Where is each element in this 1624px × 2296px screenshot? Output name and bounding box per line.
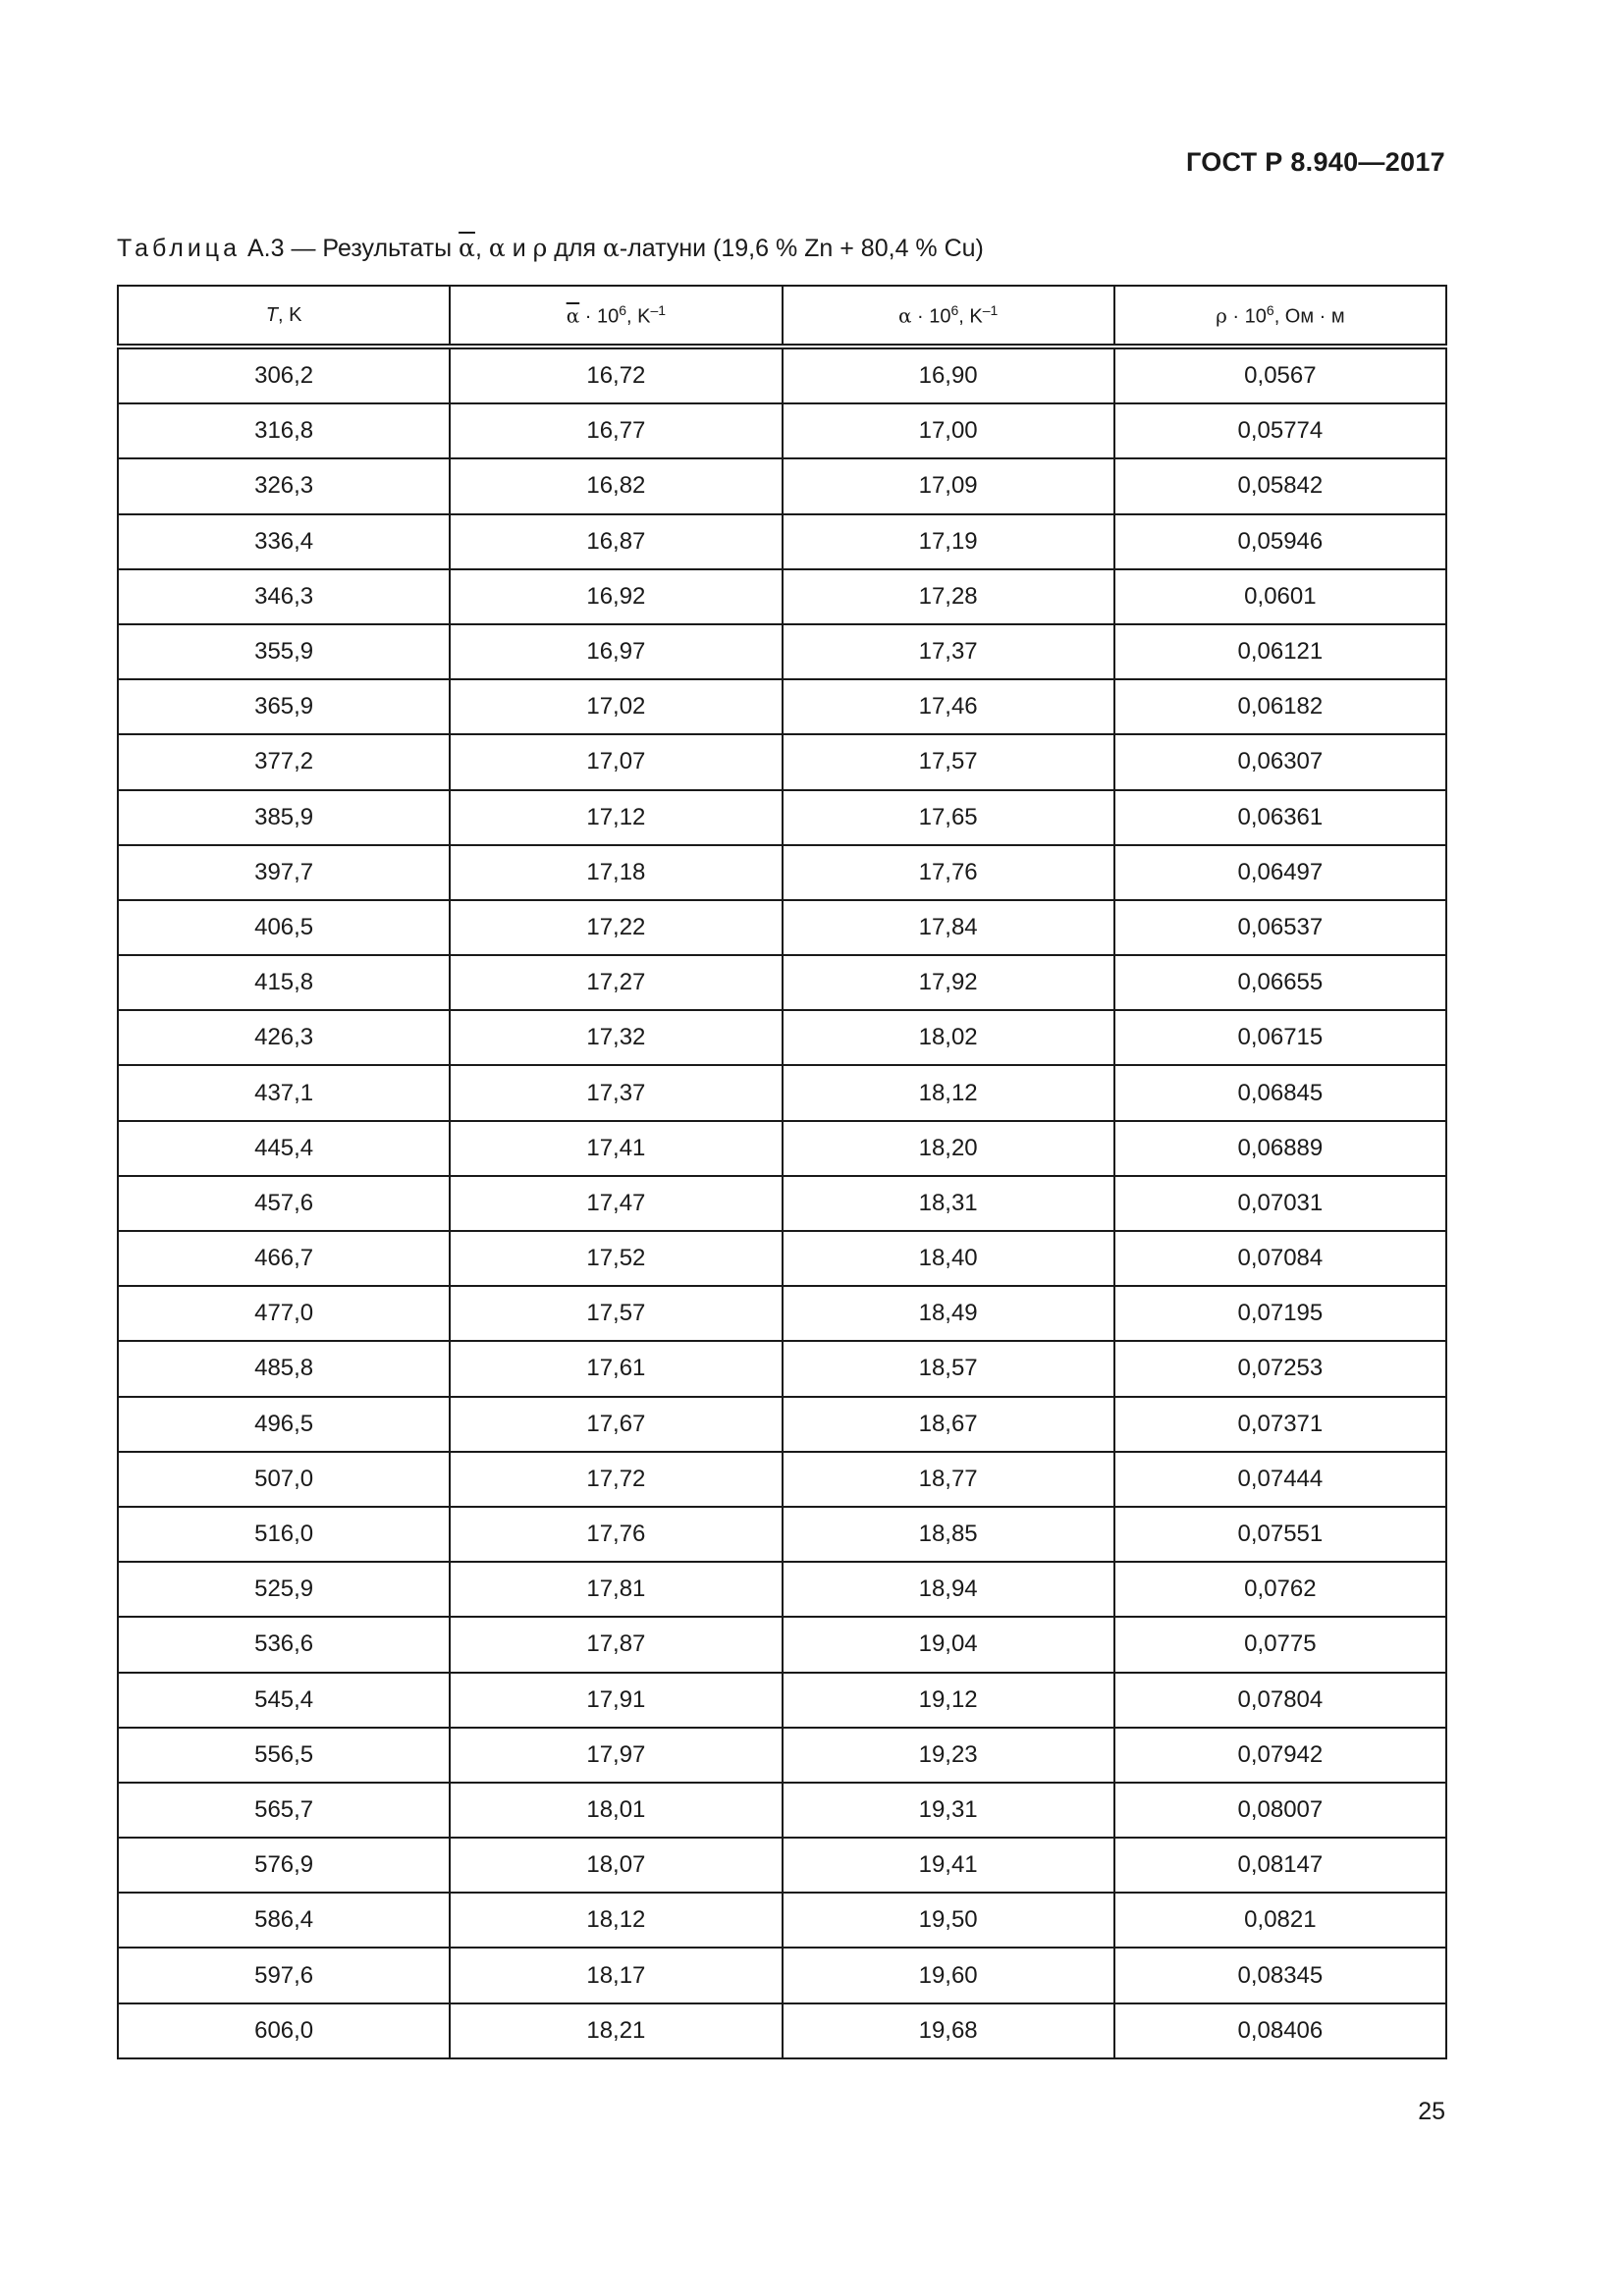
- cell-alpha: 18,85: [783, 1507, 1114, 1562]
- cell-temperature: 606,0: [118, 2003, 450, 2058]
- cell-rho: 0,08345: [1114, 1948, 1446, 2002]
- table-row: [118, 679, 1446, 734]
- table-row: [118, 514, 1446, 569]
- cell-mean-alpha: 18,17: [450, 1948, 782, 2002]
- header-alpha-exp: 6: [950, 301, 959, 318]
- cell-alpha: 18,94: [783, 1562, 1114, 1617]
- cell-alpha: 19,68: [783, 2003, 1114, 2058]
- cell-rho: 0,07084: [1114, 1231, 1446, 1286]
- cell-rho: 0,0821: [1114, 1893, 1446, 1948]
- header-alpha-unit-exp: –1: [982, 301, 999, 318]
- page-number: 25: [1418, 2098, 1445, 2125]
- cell-rho: 0,0762: [1114, 1562, 1446, 1617]
- cell-mean-alpha: 16,92: [450, 569, 782, 624]
- cell-alpha: 17,00: [783, 403, 1114, 458]
- table-row: [118, 1010, 1446, 1065]
- header-mean-alpha-mid: · 10: [579, 305, 620, 328]
- cell-rho: 0,07195: [1114, 1286, 1446, 1341]
- cell-mean-alpha: 17,37: [450, 1065, 782, 1120]
- cell-mean-alpha: 16,77: [450, 403, 782, 458]
- table-row: [118, 1286, 1446, 1341]
- cell-temperature: 306,2: [118, 347, 450, 403]
- cell-rho: 0,06655: [1114, 955, 1446, 1010]
- cell-mean-alpha: 18,21: [450, 2003, 782, 2058]
- cell-mean-alpha: 16,82: [450, 458, 782, 513]
- cell-temperature: 466,7: [118, 1231, 450, 1286]
- caption-for: для: [554, 235, 596, 262]
- cell-rho: 0,07551: [1114, 1507, 1446, 1562]
- cell-mean-alpha: 17,27: [450, 955, 782, 1010]
- cell-mean-alpha: 17,32: [450, 1010, 782, 1065]
- cell-mean-alpha: 17,02: [450, 679, 782, 734]
- caption-comma: ,: [474, 235, 482, 262]
- cell-mean-alpha: 16,72: [450, 347, 782, 403]
- table-row: [118, 1893, 1446, 1948]
- cell-rho: 0,08147: [1114, 1838, 1446, 1893]
- header-rho-exp: 6: [1266, 301, 1274, 318]
- cell-temperature: 437,1: [118, 1065, 450, 1120]
- cell-mean-alpha: 17,57: [450, 1286, 782, 1341]
- header-mean-alpha: [450, 286, 782, 347]
- caption-alpha-symbol-2: α: [602, 234, 620, 262]
- cell-alpha: 19,60: [783, 1948, 1114, 2002]
- header-alpha: [783, 286, 1114, 347]
- table-row: [118, 955, 1446, 1010]
- table-row: [118, 1838, 1446, 1893]
- cell-alpha: 17,65: [783, 790, 1114, 845]
- cell-temperature: 496,5: [118, 1397, 450, 1452]
- cell-temperature: 397,7: [118, 845, 450, 900]
- cell-rho: 0,07942: [1114, 1728, 1446, 1783]
- cell-mean-alpha: 17,72: [450, 1452, 782, 1507]
- cell-mean-alpha: 17,87: [450, 1617, 782, 1672]
- header-mean-alpha-exp: 6: [619, 301, 627, 318]
- caption-and: и: [512, 235, 526, 262]
- header-mean-alpha-unit: , K: [626, 305, 651, 328]
- cell-mean-alpha: 17,76: [450, 1507, 782, 1562]
- cell-mean-alpha: 17,52: [450, 1231, 782, 1286]
- table-row: [118, 624, 1446, 679]
- cell-rho: 0,08007: [1114, 1783, 1446, 1838]
- header-alpha-unit: , K: [958, 305, 983, 328]
- cell-rho: 0,06121: [1114, 624, 1446, 679]
- cell-rho: 0,06845: [1114, 1065, 1446, 1120]
- table-row: [118, 569, 1446, 624]
- cell-mean-alpha: 17,97: [450, 1728, 782, 1783]
- caption-number: А.3: [246, 235, 285, 262]
- cell-mean-alpha: 17,07: [450, 734, 782, 789]
- caption-rho-symbol: ρ: [532, 234, 548, 262]
- cell-temperature: 477,0: [118, 1286, 450, 1341]
- cell-temperature: 316,8: [118, 403, 450, 458]
- table-row: [118, 1176, 1446, 1231]
- header-mean-alpha-symbol: $\overline{\alpha}$: [566, 303, 580, 328]
- cell-mean-alpha: 18,07: [450, 1838, 782, 1893]
- cell-rho: 0,07253: [1114, 1341, 1446, 1396]
- table-row: [118, 734, 1446, 789]
- header-alpha-symbol: α: [897, 303, 912, 328]
- cell-temperature: 377,2: [118, 734, 450, 789]
- caption-alpha-bar-symbol: $\overline{\alpha}$: [459, 234, 475, 262]
- cell-rho: 0,06497: [1114, 845, 1446, 900]
- cell-alpha: 18,49: [783, 1286, 1114, 1341]
- header-temperature-unit: , K: [278, 303, 302, 326]
- document-header: ГОСТ Р 8.940—2017: [1185, 147, 1445, 177]
- cell-rho: 0,08406: [1114, 2003, 1446, 2058]
- table-row: [118, 1341, 1446, 1396]
- cell-rho: 0,07031: [1114, 1176, 1446, 1231]
- table-row: [118, 1562, 1446, 1617]
- cell-alpha: 19,50: [783, 1893, 1114, 1948]
- cell-rho: 0,07444: [1114, 1452, 1446, 1507]
- cell-temperature: 445,4: [118, 1121, 450, 1176]
- cell-rho: 0,07371: [1114, 1397, 1446, 1452]
- cell-temperature: 556,5: [118, 1728, 450, 1783]
- cell-rho: 0,05946: [1114, 514, 1446, 569]
- cell-rho: 0,05774: [1114, 403, 1446, 458]
- cell-alpha: 17,84: [783, 900, 1114, 955]
- header-temperature-var: T: [265, 303, 278, 326]
- cell-temperature: 586,4: [118, 1893, 450, 1948]
- cell-temperature: 485,8: [118, 1341, 450, 1396]
- cell-mean-alpha: 16,97: [450, 624, 782, 679]
- cell-alpha: 17,46: [783, 679, 1114, 734]
- table-row: [118, 1231, 1446, 1286]
- cell-mean-alpha: 18,12: [450, 1893, 782, 1948]
- cell-rho: 0,06715: [1114, 1010, 1446, 1065]
- cell-mean-alpha: 17,61: [450, 1341, 782, 1396]
- table-row: [118, 1783, 1446, 1838]
- cell-rho: 0,0775: [1114, 1617, 1446, 1672]
- caption-prefix: Результаты: [322, 235, 453, 262]
- header-rho: [1114, 286, 1446, 347]
- cell-alpha: 19,31: [783, 1783, 1114, 1838]
- table-row: [118, 458, 1446, 513]
- header-alpha-mid: · 10: [911, 305, 951, 328]
- cell-rho: 0,07804: [1114, 1673, 1446, 1728]
- cell-temperature: 355,9: [118, 624, 450, 679]
- cell-alpha: 18,20: [783, 1121, 1114, 1176]
- cell-alpha: 17,57: [783, 734, 1114, 789]
- table-header-row: [118, 286, 1446, 347]
- header-rho-mid: · 10: [1226, 305, 1267, 328]
- cell-temperature: 336,4: [118, 514, 450, 569]
- table-row: [118, 845, 1446, 900]
- cell-mean-alpha: 17,81: [450, 1562, 782, 1617]
- table-row: [118, 1617, 1446, 1672]
- caption-suffix: -латуни (19,6 % Zn + 80,4 % Cu): [619, 235, 984, 262]
- table-caption: [117, 234, 984, 263]
- cell-rho: 0,06182: [1114, 679, 1446, 734]
- cell-temperature: 365,9: [118, 679, 450, 734]
- cell-mean-alpha: 17,18: [450, 845, 782, 900]
- cell-mean-alpha: 17,22: [450, 900, 782, 955]
- table-row: [118, 790, 1446, 845]
- cell-alpha: 17,09: [783, 458, 1114, 513]
- cell-alpha: 17,37: [783, 624, 1114, 679]
- cell-temperature: 426,3: [118, 1010, 450, 1065]
- header-temperature: [118, 286, 450, 347]
- cell-alpha: 19,41: [783, 1838, 1114, 1893]
- cell-alpha: 18,12: [783, 1065, 1114, 1120]
- cell-rho: 0,0601: [1114, 569, 1446, 624]
- table-row: [118, 900, 1446, 955]
- cell-alpha: 19,04: [783, 1617, 1114, 1672]
- caption-alpha-symbol: α: [488, 234, 506, 262]
- cell-temperature: 346,3: [118, 569, 450, 624]
- cell-alpha: 19,12: [783, 1673, 1114, 1728]
- cell-alpha: 18,02: [783, 1010, 1114, 1065]
- cell-temperature: 565,7: [118, 1783, 450, 1838]
- cell-temperature: 576,9: [118, 1838, 450, 1893]
- cell-alpha: 16,90: [783, 347, 1114, 403]
- cell-alpha: 18,31: [783, 1176, 1114, 1231]
- cell-mean-alpha: 17,41: [450, 1121, 782, 1176]
- cell-alpha: 19,23: [783, 1728, 1114, 1783]
- cell-rho: 0,06307: [1114, 734, 1446, 789]
- cell-mean-alpha: 17,12: [450, 790, 782, 845]
- data-table: [117, 285, 1447, 2059]
- table-row: [118, 1121, 1446, 1176]
- cell-temperature: 516,0: [118, 1507, 450, 1562]
- table-row: [118, 1948, 1446, 2002]
- cell-mean-alpha: 17,47: [450, 1176, 782, 1231]
- table-row: [118, 1452, 1446, 1507]
- header-rho-symbol: ρ: [1216, 303, 1227, 328]
- cell-temperature: 326,3: [118, 458, 450, 513]
- cell-temperature: 415,8: [118, 955, 450, 1010]
- table-row: [118, 1673, 1446, 1728]
- table-row: [118, 1507, 1446, 1562]
- cell-temperature: 525,9: [118, 1562, 450, 1617]
- cell-mean-alpha: 17,67: [450, 1397, 782, 1452]
- cell-temperature: 545,4: [118, 1673, 450, 1728]
- cell-alpha: 17,92: [783, 955, 1114, 1010]
- header-mean-alpha-unit-exp: –1: [650, 301, 667, 318]
- cell-rho: 0,05842: [1114, 458, 1446, 513]
- table-row: [118, 347, 1446, 403]
- cell-temperature: 406,5: [118, 900, 450, 955]
- cell-rho: 0,06361: [1114, 790, 1446, 845]
- cell-temperature: 536,6: [118, 1617, 450, 1672]
- cell-mean-alpha: 16,87: [450, 514, 782, 569]
- cell-temperature: 457,6: [118, 1176, 450, 1231]
- cell-alpha: 17,76: [783, 845, 1114, 900]
- cell-mean-alpha: 17,91: [450, 1673, 782, 1728]
- cell-alpha: 18,77: [783, 1452, 1114, 1507]
- cell-rho: 0,06537: [1114, 900, 1446, 955]
- cell-alpha: 18,40: [783, 1231, 1114, 1286]
- header-rho-unit: , Ом · м: [1273, 305, 1345, 328]
- table-row: [118, 1728, 1446, 1783]
- cell-alpha: 18,57: [783, 1341, 1114, 1396]
- cell-temperature: 385,9: [118, 790, 450, 845]
- caption-dash: —: [291, 235, 316, 262]
- cell-temperature: 597,6: [118, 1948, 450, 2002]
- cell-alpha: 17,28: [783, 569, 1114, 624]
- table-row: [118, 2003, 1446, 2058]
- table-body: [118, 347, 1446, 2058]
- table-row: [118, 1397, 1446, 1452]
- cell-alpha: 18,67: [783, 1397, 1114, 1452]
- cell-temperature: 507,0: [118, 1452, 450, 1507]
- table-row: [118, 1065, 1446, 1120]
- cell-alpha: 17,19: [783, 514, 1114, 569]
- cell-rho: 0,06889: [1114, 1121, 1446, 1176]
- cell-rho: 0,0567: [1114, 347, 1446, 403]
- table-row: [118, 403, 1446, 458]
- caption-label: Таблица: [117, 235, 242, 262]
- cell-mean-alpha: 18,01: [450, 1783, 782, 1838]
